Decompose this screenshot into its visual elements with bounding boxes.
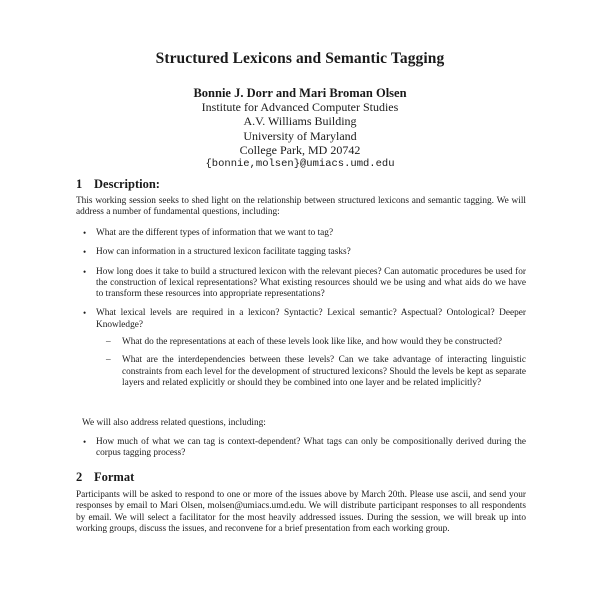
- section-title: Format: [94, 470, 135, 484]
- section-title: Description:: [94, 177, 160, 191]
- section-number: 1: [76, 177, 83, 191]
- bullet-icon: •: [83, 228, 87, 238]
- sub-list-item: [106, 355, 526, 389]
- section-1-intro: This working session seeks to shed light on the relationship between structured lexicons and semantic tagging. We will address a number of fundamental questions, including:: [76, 196, 526, 218]
- affiliation-line: A.V. Williams Building: [243, 114, 357, 129]
- question-list: [76, 228, 526, 389]
- author-names: Bonnie J. Dorr and Mari Broman Olsen: [193, 86, 407, 100]
- list-item-text: What lexical levels are required in a lexicon? Syntactic? Lexical semantic? Aspectual? Ontological? Deeper Knowledge?: [96, 308, 526, 330]
- list-item: [82, 267, 526, 301]
- list-item-text: How much of what we can tag is context-dependent? What tags can only be compositionally derived during the corpus tagging process?: [96, 437, 526, 459]
- author-email: {bonnie,molsen}@umiacs.umd.edu: [205, 158, 395, 171]
- sub-list-item-text: What do the representations at each of these levels look like like, and how would they be constructed?: [122, 337, 503, 348]
- bullet-icon: •: [83, 308, 87, 319]
- list-item: [82, 437, 526, 460]
- sub-list-item: [106, 337, 526, 348]
- affiliation-line: University of Maryland: [243, 128, 357, 143]
- section-2-heading: [76, 470, 134, 485]
- list-item: [82, 308, 526, 331]
- list-item-text: How can information in a structured lexicon facilitate tagging tasks?: [96, 247, 351, 258]
- bullet-icon: •: [83, 247, 87, 258]
- affiliation-line: Institute for Advanced Computer Studies: [201, 100, 399, 115]
- dash-icon: –: [106, 337, 111, 348]
- dash-icon: –: [106, 355, 111, 366]
- bullet-icon: •: [83, 437, 87, 447]
- list-item-text: What are the different types of information that we want to tag?: [96, 228, 334, 238]
- related-question-list: [76, 437, 526, 460]
- affiliation-line: College Park, MD 20742: [239, 142, 361, 157]
- section-2-body: Participants will be asked to respond to one or more of the issues above by March 20th. Please use ascii, and send your responses by email to Mari Olsen, molsen@umiacs.umd.edu. We will distribute participant responses to all respondents by email. We will select a facilitator for the most heavily addressed issues. During the session, we will break up into working groups, discuss the issues, and reconvene for a brief presentation from each working group.: [76, 490, 526, 534]
- bullet-icon: •: [83, 266, 87, 277]
- author-block: [0, 86, 600, 171]
- paper-title: Structured Lexicons and Semantic Tagging: [155, 50, 445, 67]
- section-1-heading: [76, 177, 160, 192]
- section-number: 2: [76, 470, 83, 484]
- related-intro: We will also address related questions, including:: [82, 418, 266, 428]
- list-item-text: How long does it take to build a structured lexicon with the relevant pieces? Can automatic procedures be used for the construction of lexical representations? What existing resources should we be using and what aids do we have to transform these resources into appropriate representations?: [96, 266, 526, 300]
- list-item: [82, 228, 526, 239]
- list-item: [82, 247, 526, 258]
- sub-list-item-text: What are the interdependencies between these levels? Can we take advantage of interacting linguistic constraints from each level for the development of structured lexicons? Should the levels be kept as separate layers and related explicitly or should they be combined into one layer and be related implicitly?: [122, 355, 526, 388]
